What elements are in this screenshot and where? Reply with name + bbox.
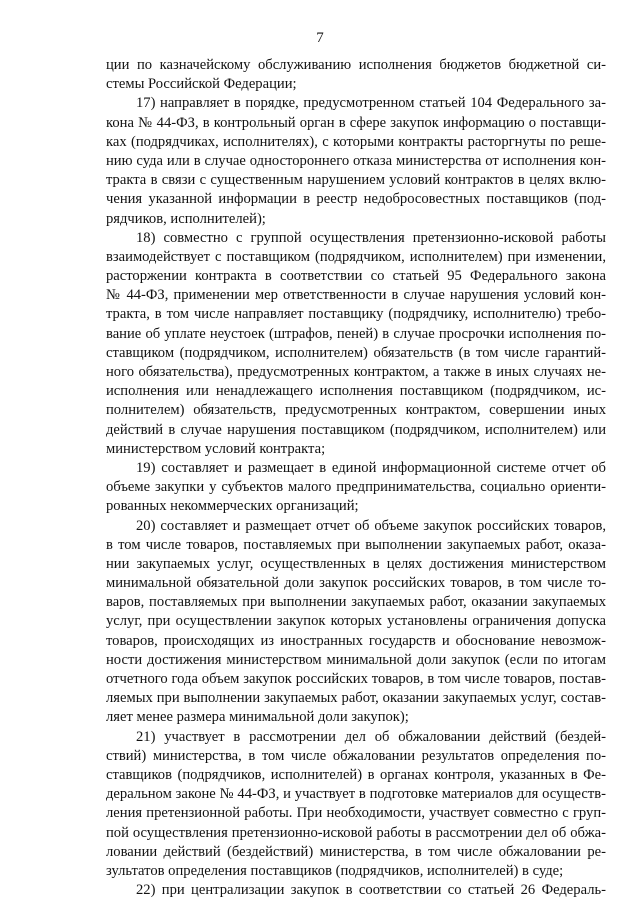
text-line: № 44-ФЗ, применении мер ответственности в случае нарушения условий кон- xyxy=(106,287,606,304)
text-line: в том числе товаров, поставляемых при выполнении закупаемых работ, оказа- xyxy=(106,536,606,553)
text-line: 22) при централизации закупок в соответствии со статьей 26 Федераль- xyxy=(136,882,606,899)
paragraph-17 xyxy=(106,94,606,228)
paragraph-18 xyxy=(106,229,606,459)
text-line: ляемых при выполнении закупаемых работ, оказании закупаемых услуг, состав- xyxy=(106,690,606,707)
text-line: услуг, при осуществлении закупок которых установлены ограничения допуска xyxy=(106,613,606,630)
text-line: объеме закупки у субъектов малого предпринимательства, социально ориенти- xyxy=(106,479,606,496)
text-line: варов, поставляемых при выполнении закупаемых работ, оказании закупаемых xyxy=(106,594,606,611)
text-line: исполнения или ненадлежащего исполнения поставщиком (подрядчиком, ис- xyxy=(106,383,606,400)
text-line: ствий) министерства, в том числе обжаловании результатов определения по- xyxy=(106,747,606,764)
text-line: нию суда или в случае одностороннего отказа министерства от исполнения кон- xyxy=(106,152,606,169)
text-line: 20) составляет и размещает отчет об объеме закупок российских товаров, xyxy=(136,517,606,534)
text-line: зультатов определения поставщиков (подрядчиков, исполнителей) в суде; xyxy=(106,862,564,879)
text-line: 19) составляет и размещает в единой информационной системе отчет об xyxy=(136,459,606,476)
text-line: тракта, в том числе направляет поставщику (подрядчику, исполнителю) требо- xyxy=(106,306,606,323)
text-line: министерством условий контракта; xyxy=(106,440,326,457)
paragraph-22-start xyxy=(106,881,606,900)
text-line: ловании действий (бездействий) министерства, в том числе обжаловании ре- xyxy=(106,843,606,860)
text-line: 17) направляет в порядке, предусмотренном статьей 104 Федерального за- xyxy=(136,95,606,112)
text-line: полнителем) обязательств, предусмотренных контрактом, совершении иных xyxy=(106,402,606,419)
text-line: минимальной обязательной доли закупок российских товаров, в том числе то- xyxy=(106,575,606,592)
text-line: рованных некоммерческих организаций; xyxy=(106,498,359,515)
text-line: вание об уплате неустоек (штрафов, пеней) в случае просрочки исполнения по- xyxy=(106,325,606,342)
text-line: 18) совместно с группой осуществления претензионно-исковой работы xyxy=(136,229,606,246)
text-line: ставщиков (подрядчиков, исполнителей) в органах контроля, указанных в Фе- xyxy=(106,766,606,783)
text-line: действий в случае нарушения поставщиком (подрядчиком, исполнителем) или xyxy=(106,421,606,438)
text-line: ного обязательства), предусмотренных контрактом, а также в иных случаях не- xyxy=(106,364,606,380)
text-line: взаимодействует с поставщиком (подрядчиком, исполнителем) при изменении, xyxy=(106,248,606,265)
text-line: ляет менее размера минимальной доли закупок); xyxy=(106,709,409,726)
text-line: ления претензионной работы. При необходимости, участвует совместно с груп- xyxy=(106,805,606,822)
text-line: пой осуществления претензионно-исковой работы в рассмотрении дел об обжа- xyxy=(106,824,606,841)
text-line: стемы Российской Федерации; xyxy=(106,76,297,93)
text-line: тракта в связи с существенным нарушением условий контрактов в целях вклю- xyxy=(106,172,606,189)
text-line: ности достижения министерством минимальной доли закупок (если по итогам xyxy=(106,651,606,668)
page-number: 7 xyxy=(316,30,324,46)
text-line: ставщиком (подрядчиком, исполнителем) обязательств (в том числе гарантий- xyxy=(106,344,606,361)
paragraph-16-continuation xyxy=(106,56,606,94)
text-line: деральном законе № 44-ФЗ, и участвует в подготовке материалов для осуществ- xyxy=(106,786,606,803)
text-line: кона № 44-ФЗ, в контрольный орган в сфере закупок информацию о поставщи- xyxy=(106,114,606,131)
text-line: расторжении контракта в соответствии со статьей 95 Федерального закона xyxy=(106,268,606,285)
text-line: отчетного года объем закупок российских товаров, в том числе товаров, постав- xyxy=(106,671,606,687)
text-line: ции по казначейскому обслуживанию исполнения бюджетов бюджетной си- xyxy=(106,57,606,73)
paragraph-19 xyxy=(106,459,606,517)
text-line: ках (подрядчиках, исполнителях), с которыми контракты расторгнуты по реше- xyxy=(106,133,606,150)
text-line: 21) участвует в рассмотрении дел об обжаловании действий (бездей- xyxy=(136,728,606,745)
paragraph-20 xyxy=(106,517,606,728)
text-line: рядчиков, исполнителей); xyxy=(106,210,266,227)
text-line: товаров, происходящих из иностранных государств и обоснование невозмож- xyxy=(106,632,606,649)
paragraph-21 xyxy=(106,728,606,882)
document-body xyxy=(106,56,606,900)
text-line: чения указанной информации в реестр недобросовестных поставщиков (под- xyxy=(106,191,606,208)
text-line: нии закупаемых услуг, осуществленных в целях достижения министерством xyxy=(106,555,606,572)
